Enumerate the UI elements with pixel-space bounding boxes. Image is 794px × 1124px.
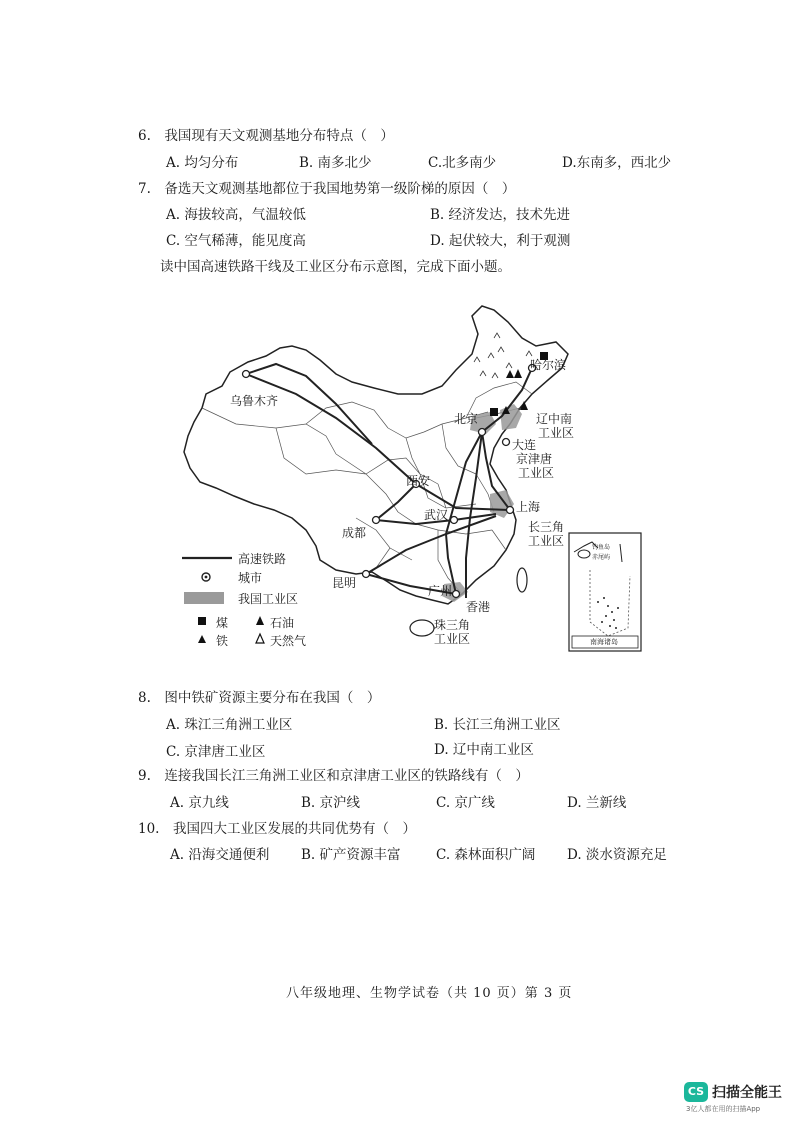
iron-symbol [506,370,514,378]
question-6-stem: 6. 我国现有天文观测基地分布特点（ ） [138,128,394,144]
legend-gas-label: 天然气 [270,634,307,648]
question-8-stem: 8. 图中铁矿资源主要分布在我国（ ） [138,690,381,706]
map-instruction: 读中国高速铁路干线及工业区分布示意图，完成下面小题。 [160,259,511,275]
question-7-option-a: A. 海拔较高，气温较低 [166,207,306,223]
question-10-stem: 10. 我国四大工业区发展的共同优势有（ ） [138,821,416,837]
label-jingjintang-1: 京津唐 [516,452,553,466]
page-footer: 八年级地理、生物学试卷（共 10 页）第 3 页 [286,986,573,1001]
question-10-option-a: A. 沿海交通便利 [170,847,270,863]
oil-symbol [514,369,522,378]
legend-city-label: 城市 [238,571,263,585]
legend-gas-symbol [256,634,264,643]
railway-lines [246,364,532,598]
coal-symbol [490,408,498,416]
label-liaozhongnan-2: 工业区 [538,426,575,440]
question-7-option-d: D. 起伏较大，利于观测 [430,233,571,249]
label-wuhan: 武汉 [424,508,449,522]
legend-railway-label: 高速铁路 [238,552,287,566]
south-china-sea-inset [568,532,642,652]
question-7-option-c: C. 空气稀薄，能见度高 [166,233,306,249]
label-zhusanjiao-1: 珠三角 [434,618,471,632]
mountain-marks [474,333,538,378]
question-9-stem: 9. 连接我国长江三角洲工业区和京津唐工业区的铁路线有（ ） [138,768,529,784]
legend-iron-label: 铁 [216,634,229,648]
legend-coal-label: 煤 [216,616,229,630]
question-6-option-b: B. 南多北少 [299,155,372,171]
camscanner-logo-icon: CS [684,1082,708,1102]
question-6-option-a: A. 均匀分布 [166,155,239,171]
city-urumqi [243,371,250,378]
legend-oil-symbol [256,616,264,625]
question-8-option-d: D. 辽中南工业区 [434,742,534,758]
city-chengdu [373,517,380,524]
question-9-option-c: C. 京广线 [436,795,495,811]
label-changsanjiao-2: 工业区 [528,534,565,548]
taiwan-island [517,568,527,592]
label-changsanjiao-1: 长三角 [528,520,565,534]
question-10-option-b: B. 矿产资源丰富 [301,847,401,863]
label-chengdu: 成都 [342,526,367,540]
city-kunming [363,571,370,578]
hainan-island [410,620,434,636]
question-8-option-c: C. 京津唐工业区 [166,744,266,760]
legend-iron-symbol [198,635,206,643]
city-wuhan [451,517,458,524]
label-jingjintang-2: 工业区 [518,466,555,480]
legend-industry-label: 我国工业区 [238,592,299,606]
label-dalian: 大连 [512,438,537,452]
inset-island-2: 赤尾屿 [592,554,611,561]
question-10-option-c: C. 森林面积广阔 [436,847,536,863]
question-6-option-c: C.北多南少 [428,155,497,171]
city-guangzhou [453,591,460,598]
china-railway-industry-map [176,298,576,650]
question-8-option-a: A. 珠江三角洲工业区 [166,717,293,733]
city-shanghai [507,507,514,514]
label-guangzhou: 广州 [428,584,453,598]
question-8-option-b: B. 长江三角洲工业区 [434,717,561,733]
label-urumqi: 乌鲁木齐 [230,394,279,408]
industry-region-liaozhongnan [500,404,522,430]
city-beijing [479,429,486,436]
camscanner-brand-name: 扫描全能王 [712,1085,782,1101]
label-harbin: 哈尔滨 [530,358,567,372]
question-9-option-b: B. 京沪线 [301,795,361,811]
label-beijing: 北京 [454,412,479,426]
legend-oil-label: 石油 [270,616,295,630]
question-9-option-d: D. 兰新线 [567,795,627,811]
label-zhusanjiao-2: 工业区 [434,632,471,646]
inset-caption: 南海诸岛 [590,638,618,646]
legend-industry-swatch [184,592,224,604]
label-shanghai: 上海 [516,500,541,514]
question-9-option-a: A. 京九线 [170,795,229,811]
label-kunming: 昆明 [332,576,357,590]
question-6-option-d: D.东南多，西北少 [562,155,672,171]
camscanner-tagline: 3亿人都在用的扫描App [686,1105,761,1113]
railway-kunming-shanghai [366,516,496,574]
label-hongkong: 香港 [466,600,491,614]
label-liaozhongnan-1: 辽中南 [536,412,573,426]
railway-xian-chengdu [376,484,416,520]
question-10-option-d: D. 淡水资源充足 [567,847,667,863]
inset-island-1: 钓鱼岛 [592,544,611,551]
map-svg [176,298,576,650]
city-dalian [503,439,510,446]
question-7-stem: 7. 备选天文观测基地都位于我国地势第一级阶梯的原因（ ） [138,181,516,197]
label-xian: 西安 [406,474,431,488]
legend-coal-symbol [198,617,206,625]
question-7-option-b: B. 经济发达，技术先进 [430,207,571,223]
